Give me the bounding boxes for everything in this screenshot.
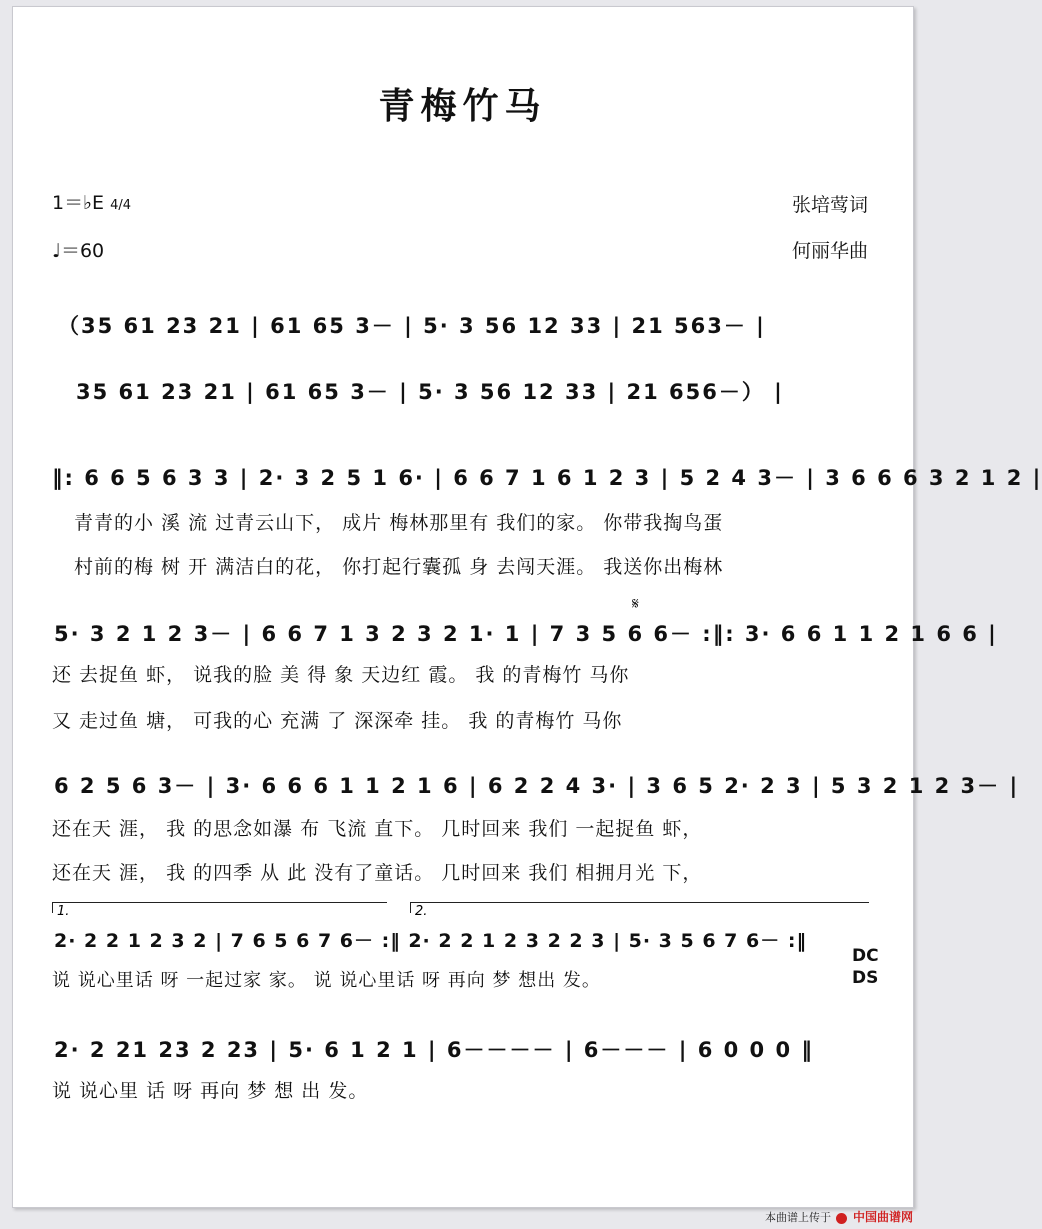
- lyric-row-5-verse-2: 还在天 涯， 我 的四季 从 此 没有了童话。 几时回来 我们 相拥月光 下，: [52, 862, 703, 884]
- score-row-5: 6 2 5 6 3－ | 3· 6 6 6 1 1 2 1 6 | 6 2 2 4 3· | 3 6 5 2· 2 3 | 5 3 2 1 2 3－ |: [54, 774, 1020, 798]
- score-row-2: 35 61 23 21 | 61 65 3－ | 5· 3 56 12 33 | 21 656－） |: [76, 380, 784, 404]
- score-row-6: 2· 2 2 1 2 3 2 | 7 6 5 6 7 6－ :‖ 2· 2 2 1 2 3 2 2 3 | 5· 3 5 6 7 6－ :‖: [54, 930, 807, 952]
- score-row-1: （35 61 23 21 | 61 65 3－ | 5· 3 56 12 33 | 21 563－ |: [58, 314, 766, 338]
- volta-bracket-1: [52, 902, 387, 913]
- upload-credit-text: 本曲谱上传于: [764, 1211, 831, 1224]
- lyric-row-7: 说 说心里 话 呀 再向 梦 想 出 发。: [52, 1080, 369, 1102]
- lyric-row-3-verse-1: 青青的小 溪 流 过青云山下， 成片 梅林那里有 我们的家。 你带我掏鸟蛋: [74, 512, 724, 534]
- site-logo-icon: [836, 1213, 847, 1224]
- key-signature: [52, 188, 131, 215]
- lyric-row-4-verse-1: 还 去捉鱼 虾， 说我的脸 美 得 象 天边红 霞。 我 的青梅竹 马你: [52, 664, 630, 686]
- score-row-3: ‖: 6 6 5 6 3 3 | 2· 3 2 5 1 6· | 6 6 7 1 6 1 2 3 | 5 2 4 3－ | 3 6 6 6 3 2 1 2 |: [52, 466, 1042, 490]
- tempo-mark: ♩＝60: [52, 240, 105, 262]
- score-row-7: 2· 2 21 23 2 23 | 5· 6 1 2 1 | 6－－－－ | 6－－－ | 6 0 0 0 ‖: [54, 1038, 814, 1062]
- composer: 何丽华曲: [792, 240, 869, 262]
- lyric-row-3-verse-2: 村前的梅 树 开 满洁白的花， 你打起行囊孤 身 去闯天涯。 我送你出梅林: [74, 556, 724, 578]
- ds-mark: DS: [852, 968, 879, 988]
- upload-credit: [765, 1208, 913, 1225]
- time-signature: 4/4: [110, 198, 132, 213]
- volta-number-1: 1.: [57, 904, 70, 919]
- dc-mark: DC: [852, 946, 879, 966]
- lyricist: 张培莺词: [792, 194, 869, 216]
- lyric-row-4-verse-2: 又 走过鱼 塘， 可我的心 充满 了 深深牵 挂。 我 的青梅竹 马你: [52, 710, 623, 732]
- score-sheet: [12, 6, 914, 1208]
- site-name-link[interactable]: 中国曲谱网: [852, 1210, 913, 1224]
- score-row-4: 5· 3 2 1 2 3－ | 6 6 7 1 3 2 3 2 1· 1 | 7 3 5 6 6－ :‖: 3· 6 6 1 1 2 1 6 6 |: [54, 622, 998, 646]
- volta-bracket-2: [410, 902, 869, 913]
- key-label: 1＝♭E: [52, 192, 105, 214]
- volta-number-2: 2.: [415, 904, 428, 919]
- lyric-row-6: 说 说心里话 呀 一起过家 家。 说 说心里话 呀 再向 梦 想出 发。: [52, 970, 601, 991]
- lyric-row-5-verse-1: 还在天 涯， 我 的思念如瀑 布 飞流 直下。 几时回来 我们 一起捉鱼 虾，: [52, 818, 703, 840]
- segno-sign: 𝄋: [632, 594, 639, 613]
- song-title: 青梅竹马: [378, 85, 547, 127]
